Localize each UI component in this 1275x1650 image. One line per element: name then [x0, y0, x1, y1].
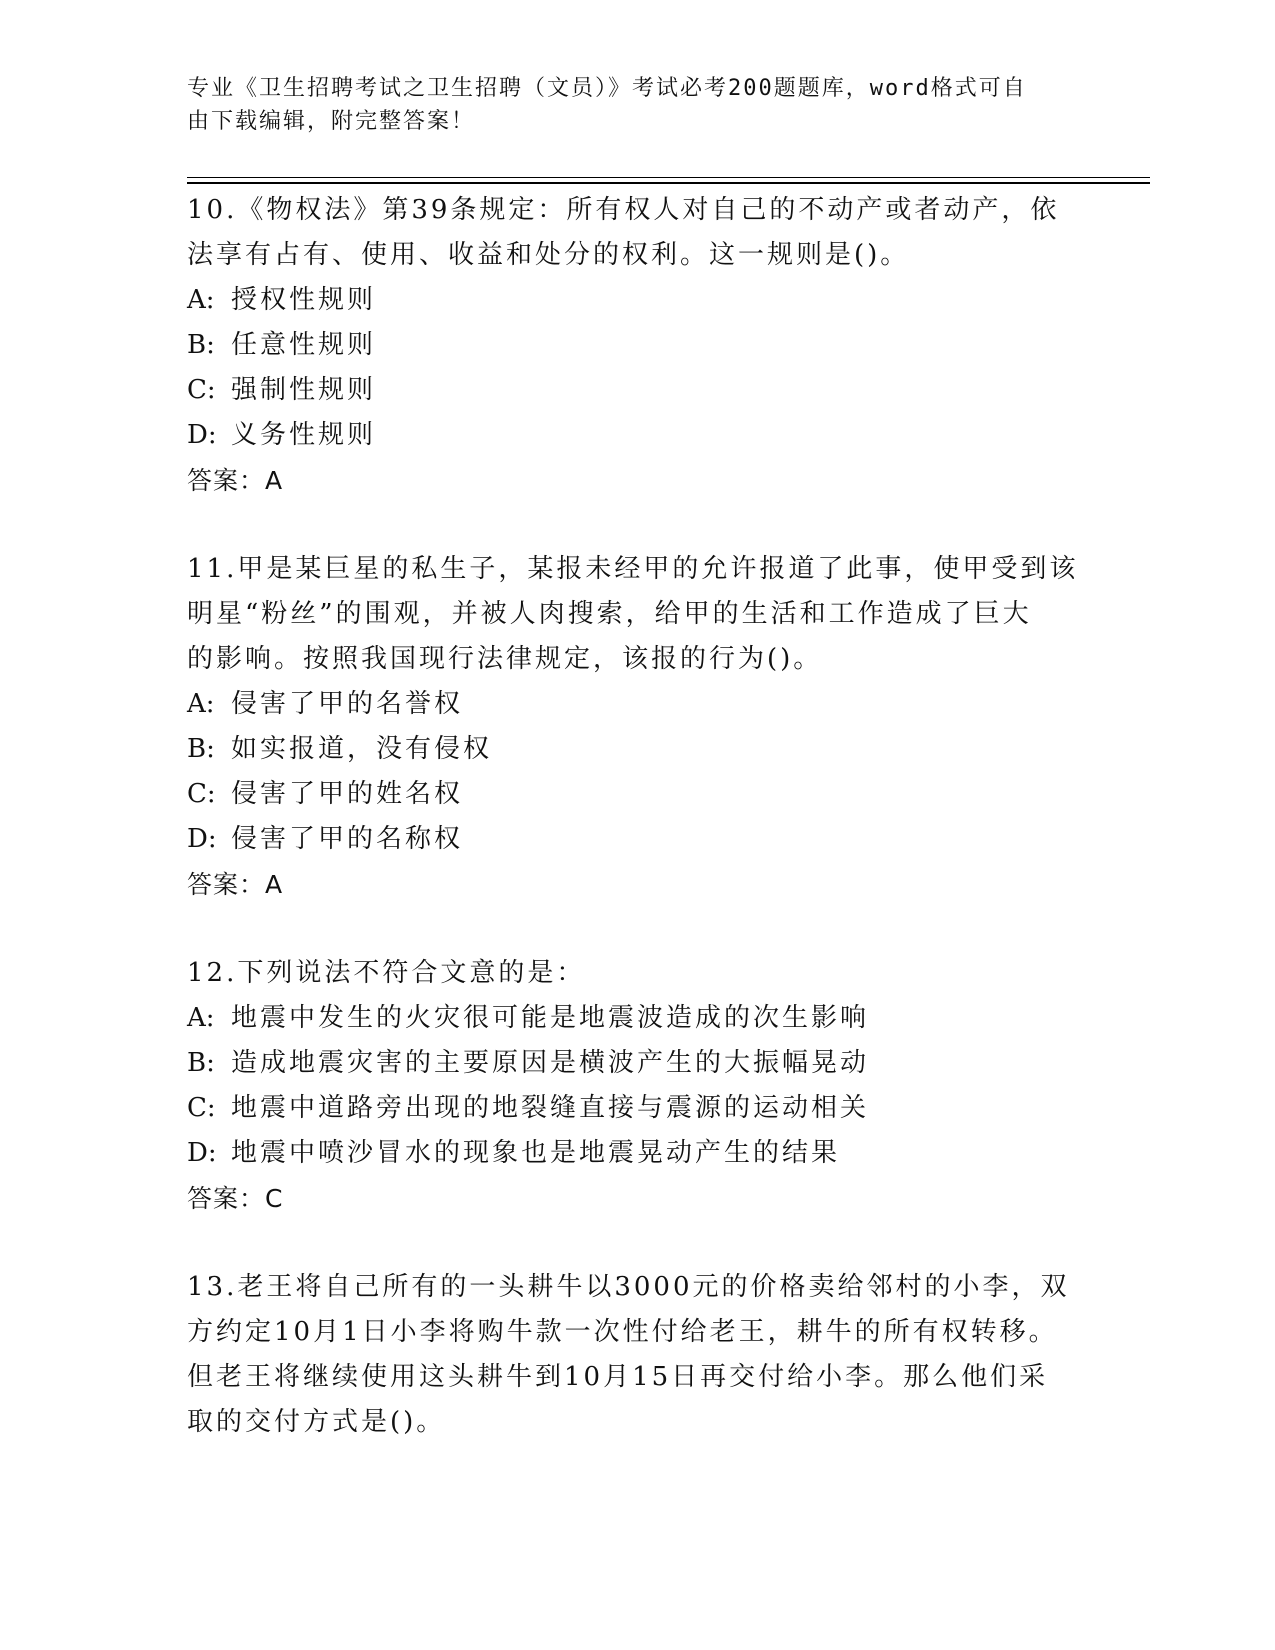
question-stem-line: 的影响。按照我国现行法律规定，该报的行为()。: [187, 644, 823, 674]
option-a: [187, 996, 1087, 1041]
option-letter: C:: [187, 375, 216, 405]
option-letter: B:: [187, 1048, 215, 1078]
option-c: [187, 1086, 1087, 1131]
option-letter: C:: [187, 779, 216, 809]
option-letter: A:: [187, 1003, 215, 1033]
option-text: 义务性规则: [231, 420, 377, 450]
question-stem-line: 10.《物权法》第39条规定：所有权人对自己的不动产或者动产，依: [187, 195, 1060, 225]
answer-line: 答案：A: [187, 466, 284, 495]
option-b: [187, 1041, 1087, 1086]
document-header: [187, 72, 1067, 138]
question-stem-line: 13.老王将自己所有的一头耕牛以3000元的价格卖给邻村的小李，双: [187, 1272, 1070, 1302]
option-b: [187, 727, 1087, 772]
option-d: [187, 1131, 1087, 1176]
question-10: [187, 188, 1087, 503]
question-stem-line: 11.甲是某巨星的私生子，某报未经甲的允许报道了此事，使甲受到该: [187, 554, 1079, 584]
question-stem-line: 12.下列说法不符合文意的是：: [187, 958, 586, 988]
header-line-1: 专业《卫生招聘考试之卫生招聘（文员）》考试必考200题题库，word格式可自: [187, 76, 1027, 101]
option-letter: B:: [187, 734, 215, 764]
question-stem-line: 但老王将继续使用这头耕牛到10月15日再交付给小李。那么他们采: [187, 1362, 1049, 1392]
question-stem-line: 法享有占有、使用、收益和处分的权利。这一规则是()。: [187, 240, 910, 270]
answer-line: 答案：A: [187, 870, 284, 899]
option-letter: A:: [187, 689, 215, 719]
option-letter: D:: [187, 824, 217, 854]
option-letter: D:: [187, 420, 217, 450]
option-text: 任意性规则: [231, 330, 377, 360]
option-d: [187, 817, 1087, 862]
option-text: 侵害了甲的姓名权: [231, 779, 464, 809]
answer-line: 答案：C: [187, 1184, 284, 1213]
option-b: [187, 323, 1087, 368]
question-stem-line: 明星“粉丝”的围观，并被人肉搜索，给甲的生活和工作造成了巨大: [187, 599, 1032, 629]
question-12: [187, 951, 1087, 1221]
option-c: [187, 368, 1087, 413]
option-text: 强制性规则: [231, 375, 377, 405]
option-text: 造成地震灾害的主要原因是横波产生的大振幅晃动: [231, 1048, 870, 1078]
question-stem-line: 方约定10月1日小李将购牛款一次性付给老王，耕牛的所有权转移。: [187, 1317, 1058, 1347]
option-text: 侵害了甲的名誉权: [231, 689, 464, 719]
option-text: 地震中发生的火灾很可能是地震波造成的次生影响: [231, 1003, 870, 1033]
option-letter: A:: [187, 285, 215, 315]
question-stem-line: 取的交付方式是()。: [187, 1407, 446, 1437]
option-a: [187, 682, 1087, 727]
option-text: 授权性规则: [231, 285, 377, 315]
header-divider-bottom: [187, 182, 1150, 184]
option-letter: B:: [187, 330, 215, 360]
option-letter: C:: [187, 1093, 216, 1123]
question-list: [187, 188, 1087, 1489]
question-11: [187, 547, 1087, 907]
option-text: 地震中喷沙冒水的现象也是地震晃动产生的结果: [231, 1138, 841, 1168]
option-a: [187, 278, 1087, 323]
header-line-2: 由下载编辑，附完整答案！: [187, 109, 476, 134]
option-letter: D:: [187, 1138, 217, 1168]
option-d: [187, 413, 1087, 458]
option-text: 如实报道，没有侵权: [231, 734, 493, 764]
option-text: 侵害了甲的名称权: [231, 824, 464, 854]
header-divider-top: [187, 177, 1150, 178]
option-c: [187, 772, 1087, 817]
option-text: 地震中道路旁出现的地裂缝直接与震源的运动相关: [231, 1093, 870, 1123]
question-13: [187, 1265, 1087, 1445]
